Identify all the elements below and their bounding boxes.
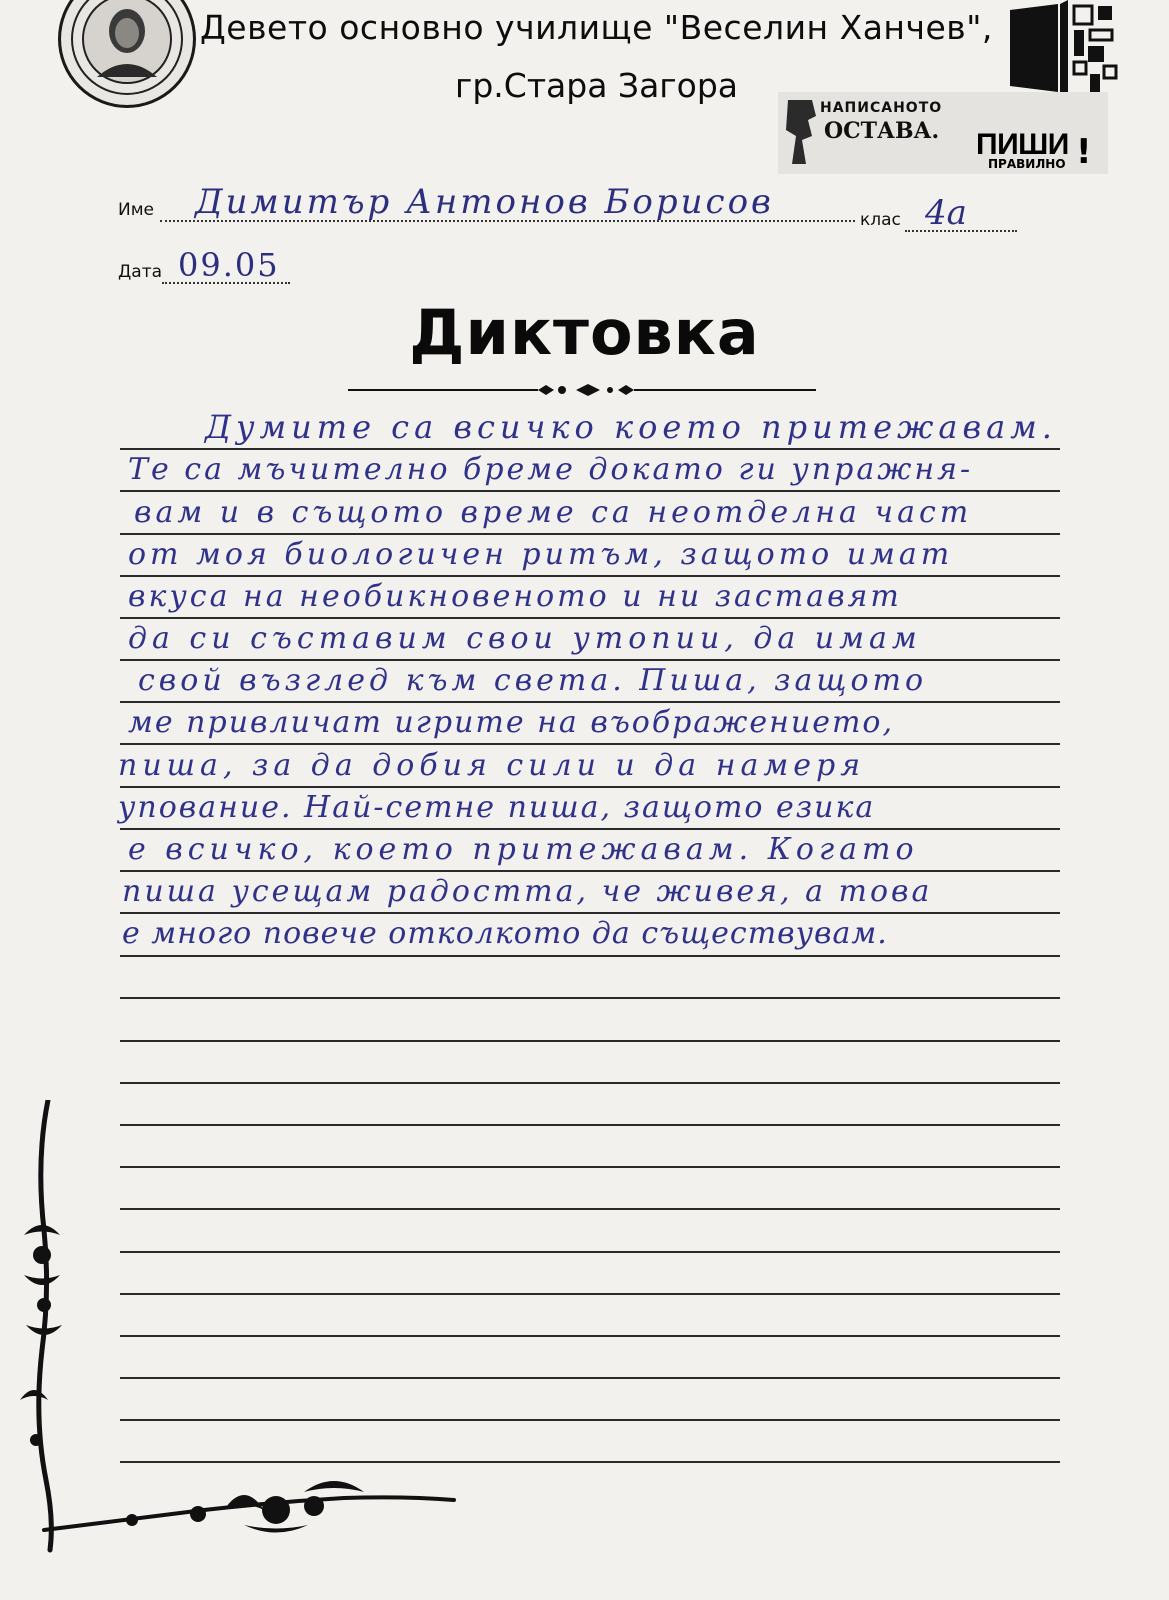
writing-line: [120, 533, 1060, 535]
dictation-line-1: Думите са всичко което притежавам.: [205, 408, 1057, 446]
school-name: Девето основно училище "Веселин Ханчев",: [200, 8, 993, 47]
dictation-line-10: упование. Най-сетне пиша, защото езика: [118, 790, 876, 825]
book-logo-icon: [1008, 0, 1133, 95]
dictation-line-8: ме привличат игрите на въображението,: [128, 705, 895, 740]
dictation-line-4: от моя биологичен ритъм, защото имат: [128, 537, 954, 572]
date-label: Дата: [118, 262, 163, 282]
dictation-line-5: вкуса на необикновеното и ни заставят: [128, 579, 902, 614]
dictation-line-13: е много повече отколкото да съществувам.: [122, 916, 888, 951]
campaign-logo: [778, 92, 1108, 174]
dictation-line-12: пиша усещам радостта, че живея, а това: [122, 874, 933, 909]
campaign-line-2: ОСТАВА.: [824, 118, 940, 144]
name-label: Име: [118, 200, 155, 220]
writing-line: [120, 955, 1060, 957]
dictation-line-9: пиша, за да добия сили и да намеря: [118, 748, 866, 783]
dictation-line-11: е всичко, което притежавам. Когато: [128, 832, 919, 867]
writing-line: [120, 828, 1060, 830]
class-label: клас: [860, 210, 901, 230]
dictation-line-6: да си съставим свои утопии, да имам: [128, 621, 922, 656]
date-value: 09.05: [178, 246, 280, 284]
writing-line: [120, 490, 1060, 492]
dictation-line-7: свой възглед към света. Пиша, защото: [138, 663, 928, 698]
school-city: гр.Стара Загора: [455, 66, 738, 105]
name-value: Димитър Антонов Борисов: [195, 182, 774, 222]
writing-line: [120, 870, 1060, 872]
writing-line: [120, 659, 1060, 661]
writing-line: [120, 617, 1060, 619]
writing-line: [120, 1082, 1060, 1084]
corner-ornament-icon: [14, 1100, 474, 1570]
title-divider-icon: [348, 380, 816, 400]
writing-line: [120, 997, 1060, 999]
writing-line: [120, 701, 1060, 703]
class-value: 4а: [925, 193, 967, 233]
campaign-line-1: НАПИСАНОТО: [820, 100, 943, 116]
page-title: Диктовка: [409, 296, 760, 369]
dictation-line-2: Те са мъчително бреме докато ги упражня-: [128, 452, 974, 487]
calligraphy-figure-icon: [782, 96, 822, 168]
campaign-exclamation: !: [1076, 132, 1092, 172]
campaign-line-4: ПРАВИЛНО: [988, 157, 1066, 171]
writing-line: [120, 575, 1060, 577]
writing-line: [120, 1040, 1060, 1042]
school-seal-icon: [58, 0, 196, 108]
writing-line: [120, 912, 1060, 914]
writing-line: [120, 743, 1060, 745]
writing-line: [120, 786, 1060, 788]
campaign-line-3: ПИШИ: [976, 128, 1069, 161]
writing-line: [120, 448, 1060, 450]
dictation-line-3: вам и в същото време са неотделна част: [134, 495, 973, 530]
